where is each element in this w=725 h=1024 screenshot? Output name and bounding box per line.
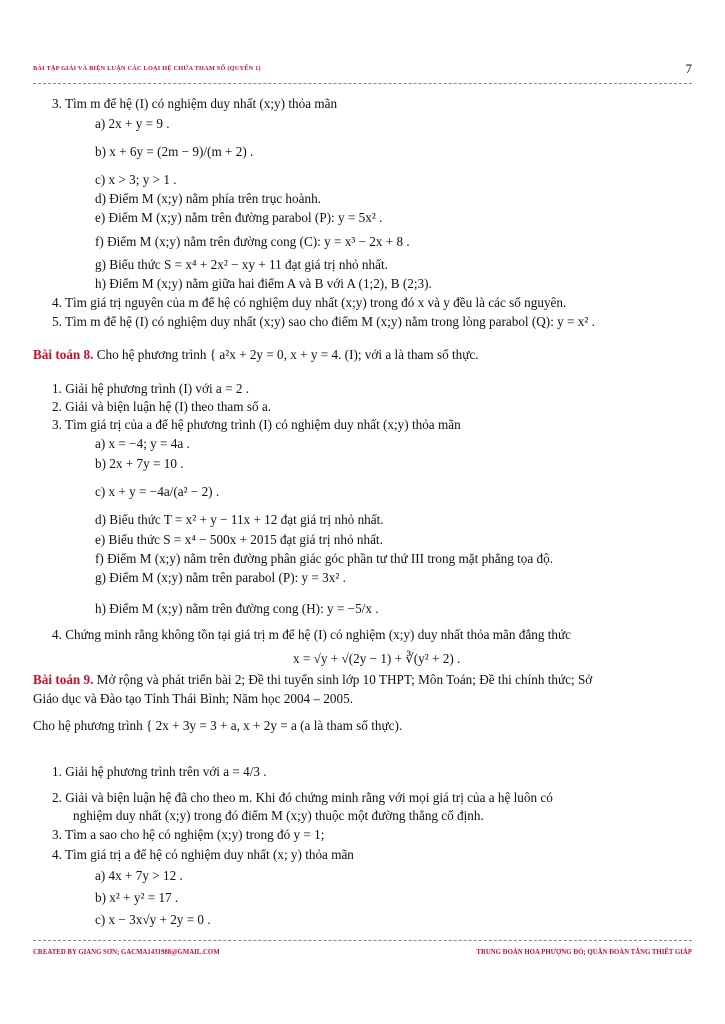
problem-text: Mở rộng và phát triển bài 2; Đề thi tuyển sinh lớp 10 THPT; Môn Toán; Đề thi chính thức; Sở [93,672,593,687]
page-footer [33,940,692,956]
text-line: a) 4x + 7y > 12 . [95,868,183,883]
text-line: 4. Chứng minh rằng không tồn tại giá trị m để hệ (I) có nghiệm (x;y) duy nhất thỏa mãn đẳng thức [52,627,571,642]
text-line: b) x + 6y = (2m − 9)/(m + 2) . [95,144,254,159]
text-line: 1. Giải hệ phương trình (I) với a = 2 . [52,381,250,396]
text-line: 2. Giải và biện luận hệ (I) theo tham số a. [52,399,271,414]
text-line: 3. Tìm a sao cho hệ có nghiệm (x;y) trong đó y = 1; [52,827,325,842]
text-line: d) Điểm M (x;y) nằm phía trên trục hoành. [95,191,321,206]
text-line: c) x − 3x√y + 2y = 0 . [95,912,211,927]
text-line: Cho hệ phương trình { 2x + 3y = 3 + a, x + 2y = a (a là tham số thực). [33,718,403,733]
text-line: c) x > 3; y > 1 . [95,172,177,187]
text-line: f) Điểm M (x;y) nằm trên đường phân giác góc phần tư thứ III trong mặt phẳng tọa độ. [95,551,553,566]
text-line: 2. Giải và biện luận hệ đã cho theo m. Khi đó chứng minh rằng với mọi giá trị của a hệ luôn có [52,790,553,805]
text-line: Giáo dục và Đào tạo Tỉnh Thái Bình; Năm học 2004 – 2005. [33,691,353,706]
text-line: nghiệm duy nhất (x;y) trong đó điểm M (x;y) thuộc một đường thẳng cố định. [73,808,484,823]
text-line: 5. Tìm m để hệ (I) có nghiệm duy nhất (x;y) sao cho điểm M (x;y) nằm trong lòng parabol (Q): y = x² . [52,314,595,329]
problem-heading: Bài toán 9. [33,672,94,687]
problem-heading: Bài toán 8. [33,347,94,362]
text-line [33,347,479,363]
text-line: g) Điểm M (x;y) nằm trên parabol (P): y = 3x² . [95,570,346,585]
text-line: e) Điểm M (x;y) nằm trên đường parabol (P): y = 5x² . [95,210,383,225]
text-line: b) 2x + 7y = 10 . [95,456,184,471]
text-line: g) Biểu thức S = x⁴ + 2x² − xy + 11 đạt giá trị nhỏ nhất. [95,257,388,272]
text-line: e) Biểu thức S = x⁴ − 500x + 2015 đạt giá trị nhỏ nhất. [95,532,383,547]
text-line: h) Điểm M (x;y) nằm giữa hai điểm A và B với A (1;2), B (2;3). [95,276,432,291]
text-line: 3. Tìm m để hệ (I) có nghiệm duy nhất (x;y) thỏa mãn [52,96,338,111]
text-line: c) x + y = −4a/(a² − 2) . [95,484,220,499]
page-number: 7 [685,61,692,76]
text-line: a) x = −4; y = 4a . [95,436,190,451]
text-line: f) Điểm M (x;y) nằm trên đường cong (C): y = x³ − 2x + 8 . [95,234,410,249]
text-line: d) Biểu thức T = x² + y − 11x + 12 đạt giá trị nhỏ nhất. [95,512,384,527]
text-line [33,672,592,688]
text-line: a) 2x + y = 9 . [95,116,170,131]
header-title: BÀI TẬP GIẢI VÀ BIỆN LUẬN CÁC LOẠI HỆ CHỨA THAM SỐ (QUYỂN 1) [33,65,261,72]
text-line: 1. Giải hệ phương trình trên với a = 4/3 . [52,764,267,779]
page-header [33,63,692,84]
text-line: 3. Tìm giá trị của a để hệ phương trình (I) có nghiệm duy nhất (x;y) thỏa mãn [52,417,461,432]
text-line: h) Điểm M (x;y) nằm trên đường cong (H): y = −5/x . [95,601,379,616]
problem-text: Cho hệ phương trình { a²x + 2y = 0, x + y = 4. (I); với a là tham số thực. [93,347,479,362]
text-line: b) x² + y² = 17 . [95,890,179,905]
text-line: 4. Tìm giá trị a để hệ có nghiệm duy nhất (x; y) thỏa mãn [52,847,354,862]
footer-unit: TRUNG ĐOÀN HOA PHƯỢNG ĐỎ; QUÂN ĐOÀN TĂNG THIẾT GIÁP [476,949,692,956]
text-line: 4. Tìm giá trị nguyên của m để hệ có nghiệm duy nhất (x;y) trong đó x và y đều là các số nguyên. [52,295,567,310]
text-line: x = √y + √(2y − 1) + ∛(y² + 2) . [293,651,461,666]
footer-author: CREATED BY GIANG SƠN; GACMA1431988@GMAIL.COM [33,949,220,956]
